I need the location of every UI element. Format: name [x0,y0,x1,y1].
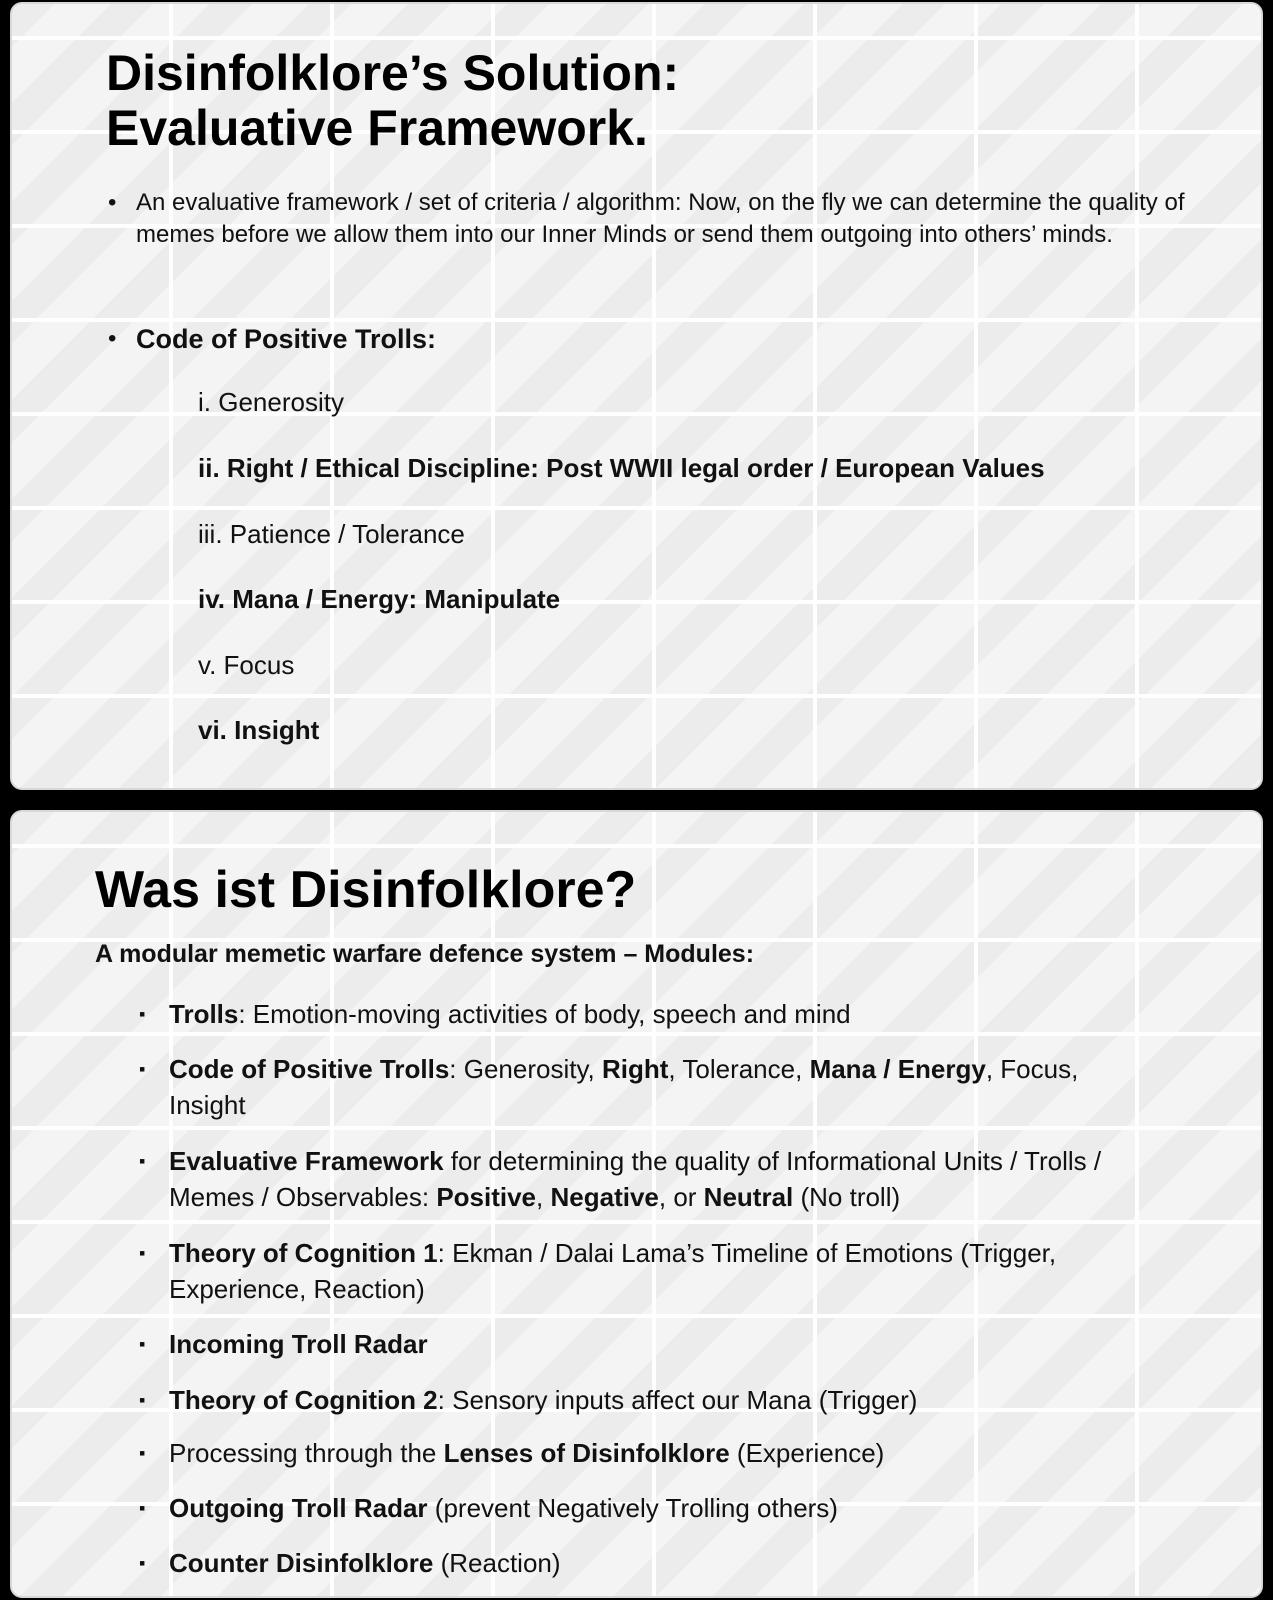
module-counter-disinfolklore [139,1545,1149,1581]
slide1-title-line1: Disinfolklore’s Solution: [106,45,680,101]
slide-was-ist-disinfolklore [10,810,1263,1598]
bullet-evaluative-framework [108,187,1248,251]
bullet-icon: • [108,325,117,352]
module-theory-cognition-2 [139,1382,1149,1418]
square-bullet-icon: ▪ [139,1059,146,1079]
module-trolls [139,996,1149,1032]
module-text: (Experience) [729,1438,885,1468]
module-bold: Theory of Cognition 2 [169,1385,438,1415]
square-bullet-icon: ▪ [139,1553,146,1573]
module-bold: Neutral [703,1182,794,1212]
module-text: (Reaction) [433,1548,561,1578]
module-outgoing-troll-radar [139,1490,1149,1526]
module-text: : Generosity, [449,1054,602,1084]
module-bold: Right [601,1054,669,1084]
module-text: : Emotion-moving activities of body, speech and mind [238,999,851,1029]
module-bold: Counter Disinfolklore [169,1548,434,1578]
module-bold: Lenses of Disinfolklore [443,1438,730,1468]
module-text: , or [658,1182,704,1212]
square-bullet-icon: ▪ [139,1443,146,1463]
module-lenses [139,1435,1149,1471]
module-text: , Tolerance, [668,1054,810,1084]
module-bold: Theory of Cognition 1 [169,1238,438,1268]
slide2-subtitle: A modular memetic warfare defence system – Modules: [95,940,755,968]
module-bold: Mana / Energy [809,1054,986,1084]
module-theory-cognition-1 [139,1235,1149,1307]
slide1-title [106,46,679,156]
module-text: : Ekman / Dalai Lama’s Timeline of Emotions (Trigger, Experience, Reaction) [169,1238,1057,1304]
code-item-generosity: i. Generosity [198,387,344,417]
code-item-right: ii. Right / Ethical Discipline: Post WWII legal order / European Values [198,453,1045,483]
module-code-positive-trolls [139,1051,1149,1123]
square-bullet-icon: ▪ [139,1498,146,1518]
module-text: (prevent Negatively Trolling others) [427,1493,838,1523]
module-bold: Outgoing Troll Radar [169,1493,428,1523]
code-item-insight: vi. Insight [198,715,320,745]
square-bullet-icon: ▪ [139,1390,146,1410]
module-bold: Positive [436,1182,537,1212]
bullet-text: An evaluative framework / set of criteria / algorithm: Now, on the fly we can determine the quality of memes before we allow them into our Inner Minds or send them outgoing into others’ minds. [136,189,1185,248]
module-evaluative-framework [139,1143,1149,1215]
bullet-icon: • [108,189,117,216]
code-item-focus: v. Focus [198,650,295,680]
slide2-title: Was ist Disinfolklore? [95,861,637,919]
module-text: , [536,1182,551,1212]
module-bold: Trolls [169,999,239,1029]
slide-evaluative-framework [10,2,1263,790]
square-bullet-icon: ▪ [139,1243,146,1263]
code-item-mana: iv. Mana / Energy: Manipulate [198,584,561,614]
code-item-patience: iii. Patience / Tolerance [198,519,465,549]
slide1-title-line2: Evaluative Framework. [106,100,648,156]
square-bullet-icon: ▪ [139,1151,146,1171]
module-text: (No troll) [793,1182,901,1212]
square-bullet-icon: ▪ [139,1004,146,1024]
module-bold: Evaluative Framework [169,1146,444,1176]
bullet-code-heading [108,323,1208,355]
module-bold: Incoming Troll Radar [169,1329,428,1359]
module-bold: Code of Positive Trolls [169,1054,450,1084]
module-text: for determining the quality of Informational Units / Trolls / Memes / Observables: [169,1146,1102,1212]
module-text: , Focus, Insight [169,1054,1079,1120]
square-bullet-icon: ▪ [139,1334,146,1354]
module-text: Processing through the [169,1438,444,1468]
bullet-text: Code of Positive Trolls: [136,324,437,354]
module-text: : Sensory inputs affect our Mana (Trigger) [437,1385,918,1415]
module-bold: Negative [550,1182,659,1212]
module-incoming-troll-radar [139,1326,1149,1362]
